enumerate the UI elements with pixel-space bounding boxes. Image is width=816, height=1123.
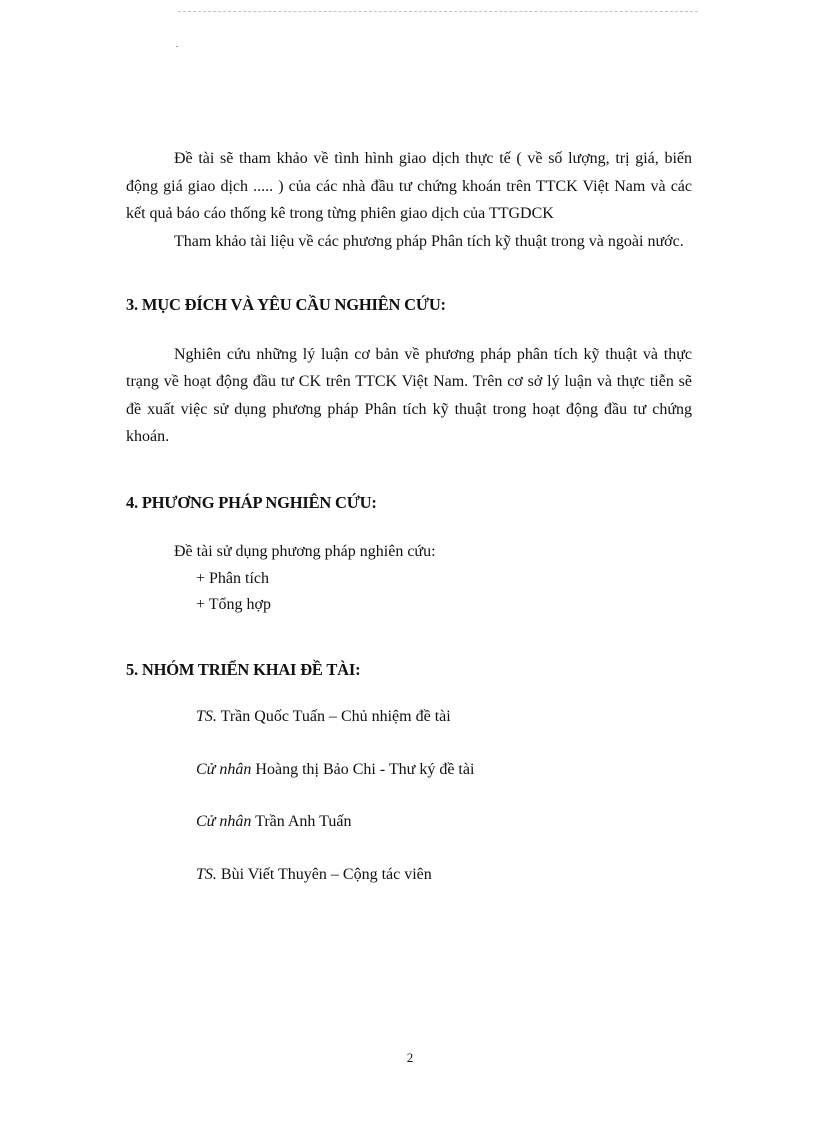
member-name-role: Trần Anh Tuấn bbox=[251, 813, 352, 830]
member-name-role: Bùi Viết Thuyên – Cộng tác viên bbox=[216, 865, 432, 883]
section-4-heading: 4. PHƯƠNG PHÁP NGHIÊN CỨU: bbox=[126, 492, 377, 512]
member-title: TS. bbox=[196, 708, 217, 725]
member-title: Cử nhân bbox=[196, 813, 252, 830]
scan-artifact-line bbox=[178, 11, 698, 12]
scan-artifact-dot bbox=[176, 46, 178, 47]
page-number: 2 bbox=[406, 1050, 414, 1065]
team-member bbox=[196, 808, 692, 836]
section-3-heading: 3. MỤC ĐÍCH VÀ YÊU CẦU NGHIÊN CỨU: bbox=[126, 295, 446, 314]
intro-paragraph-2: Tham khảo tài liệu về các phương pháp Phân tích kỹ thuật trong và ngoài nước. bbox=[174, 232, 684, 250]
team-member-list bbox=[126, 703, 692, 888]
document-body bbox=[126, 145, 692, 888]
member-title: TS. bbox=[196, 865, 217, 883]
method-intro: Đề tài sử dụng phương pháp nghiên cứu: bbox=[174, 543, 436, 560]
method-item-analysis: + Phân tích bbox=[196, 569, 270, 587]
section-3-paragraph: Nghiên cứu những lý luận cơ bản về phương pháp phân tích kỹ thuật và thực trạng về hoạt động đầu tư CK trên TTCK Việt Nam. Trên cơ sở lý luận và thực tiễn sẽ đề xuất việc sử dụng phương pháp Phân tích kỹ thuật trong hoạt động đầu tư chứng khoán. bbox=[126, 345, 692, 445]
intro-paragraph-1: Đề tài sẽ tham khảo về tình hình giao dịch thực tế ( về số lượng, trị giá, biến động giá giao dịch ..... ) của các nhà đầu tư chứng khoán trên TTCK Việt Nam và các kết quả báo cáo thống kê trong từng phiên giao dịch của TTGDCK bbox=[126, 150, 692, 222]
method-item-synthesis: + Tổng hợp bbox=[196, 595, 271, 613]
member-name-role: Trần Quốc Tuấn – Chủ nhiệm đề tài bbox=[216, 708, 451, 725]
team-member bbox=[196, 861, 692, 889]
section-5-heading: 5. NHÓM TRIỂN KHAI ĐỀ TÀI: bbox=[126, 659, 361, 679]
member-title: Cử nhân bbox=[196, 760, 252, 778]
member-name-role: Hoàng thị Bảo Chi - Thư ký đề tài bbox=[251, 760, 475, 778]
team-member bbox=[196, 756, 692, 784]
team-member bbox=[196, 703, 692, 731]
